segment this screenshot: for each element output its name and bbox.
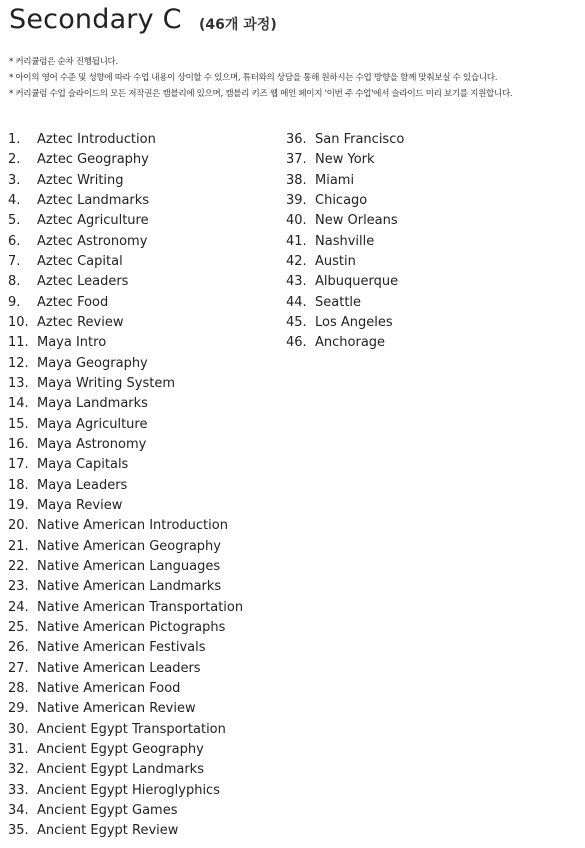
course-number: 9. [8,294,21,310]
course-list-item [8,577,243,597]
course-list-item [286,333,404,353]
course-number: 15. [8,416,29,432]
course-list-item [8,801,243,821]
course-list-item [8,476,243,496]
course-name: Aztec Introduction [37,132,156,147]
course-list-item [8,171,243,191]
course-number: 29. [8,701,29,717]
course-list-item [8,821,243,841]
course-list-item [8,699,243,719]
course-list-item [8,272,243,292]
notes-section [9,54,579,102]
course-name: Ancient Egypt Review [37,823,179,839]
course-number: 27. [8,660,29,676]
course-name: Native American Landmarks [37,579,222,595]
course-number: 31. [8,741,29,757]
course-name: Native American Review [37,701,196,717]
course-name: Seattle [315,294,362,310]
course-list-item [8,760,243,780]
course-number: 37. [286,152,307,168]
course-name: Native American Transportation [37,599,244,615]
note-item: * 커리큘럼은 순차 진행됩니다. [9,57,118,67]
course-list-item [8,232,243,252]
course-number: 39. [286,192,307,208]
course-list-item [8,191,243,211]
course-name: Native American Leaders [37,660,201,676]
course-name: Nashville [315,233,375,249]
course-number: 19. [8,497,29,513]
course-number: 36. [286,132,307,147]
course-list-item [286,130,404,150]
course-number: 2. [8,152,21,168]
course-list-item [8,150,243,170]
course-number: 24. [8,599,29,615]
course-list-item [8,537,243,557]
course-number: 46. [286,335,307,351]
course-list-item [286,272,404,292]
course-name: Ancient Egypt Transportation [37,721,226,737]
course-list-item [8,659,243,679]
course-number: 11. [8,335,29,351]
course-list-item [286,293,404,313]
course-list-item [8,618,243,638]
course-number: 40. [286,213,307,229]
course-name: Maya Capitals [37,457,129,473]
course-number: 17. [8,457,29,473]
course-name: Miami [315,172,355,188]
course-name: Aztec Agriculture [37,213,149,229]
note-item: * 커리큘럼 수업 슬라이드의 모든 저작권은 캠블리에 있으며, 캠블리 키즈 웹 메인 페이지 '이번 주 수업'에서 슬라이드 미리 보기를 지원합니다. [9,89,513,99]
course-list-item [8,496,243,516]
course-list-item [286,191,404,211]
course-name: Maya Review [37,497,123,513]
course-name: Maya Intro [37,335,107,351]
course-name: Maya Agriculture [37,416,148,432]
course-name: Native American Introduction [37,518,228,534]
course-list-item [286,211,404,231]
course-name: Maya Writing System [37,375,176,391]
course-list-item [8,313,243,333]
course-number: 28. [8,680,29,696]
course-name: Albuquerque [315,274,399,290]
course-name: Aztec Landmarks [37,192,150,208]
course-name: Native American Languages [37,558,221,574]
note-item: * 아이의 영어 수준 및 성향에 따라 수업 내용이 상이할 수 있으며, 튜터와의 상담을 통해 원하시는 수업 방향을 함께 맞춰보실 수 있습니다. [9,73,498,83]
course-number: 7. [8,253,21,269]
course-list-item [8,333,243,353]
course-name: Maya Astronomy [37,436,147,452]
course-list-item [8,130,243,150]
course-number: 43. [286,274,307,290]
course-name: Aztec Capital [37,253,123,269]
course-name: Native American Geography [37,538,221,554]
course-name: San Francisco [315,132,405,147]
course-list-item [8,781,243,801]
course-name: Ancient Egypt Geography [37,741,204,757]
course-list-item [8,598,243,618]
course-number: 3. [8,172,21,188]
course-number: 20. [8,518,29,534]
course-number: 41. [286,233,307,249]
course-name: Los Angeles [315,314,393,330]
course-list-item [8,293,243,313]
course-list-item [286,252,404,272]
course-name: Native American Food [37,680,181,696]
course-count: (46개 과정) [199,17,277,33]
course-name: Chicago [315,192,368,208]
course-list-item [8,374,243,394]
course-name: Native American Pictographs [37,619,226,635]
course-list-item [8,455,243,475]
course-list-item [8,211,243,231]
course-list-item [8,740,243,760]
course-list-item [8,557,243,577]
course-name: Anchorage [315,335,386,351]
course-number: 18. [8,477,29,493]
course-number: 32. [8,762,29,778]
course-name: Maya Leaders [37,477,128,493]
course-number: 25. [8,619,29,635]
course-number: 16. [8,436,29,452]
course-number: 42. [286,253,307,269]
course-number: 22. [8,558,29,574]
course-list-item [8,415,243,435]
course-list-item [8,252,243,272]
course-list-item [286,171,404,191]
course-name: Maya Geography [37,355,148,371]
course-list-item [8,720,243,740]
course-list-item [8,516,243,536]
course-list-item [286,313,404,333]
course-name: Aztec Food [37,294,109,310]
course-name: Austin [315,253,356,269]
course-list-item [286,150,404,170]
course-number: 13. [8,375,29,391]
course-number: 30. [8,721,29,737]
course-list-item [286,232,404,252]
course-number: 23. [8,579,29,595]
course-number: 6. [8,233,21,249]
course-name: New Orleans [315,213,398,229]
course-number: 38. [286,172,307,188]
course-number: 35. [8,823,29,839]
course-list-left [8,130,243,841]
course-name: Ancient Egypt Hieroglyphics [37,782,220,798]
course-name: Aztec Astronomy [37,233,148,249]
course-list-item [8,638,243,658]
course-number: 4. [8,192,21,208]
course-number: 8. [8,274,21,290]
course-list-item [8,679,243,699]
course-number: 10. [8,314,29,330]
course-number: 26. [8,640,29,656]
course-number: 1. [8,132,21,147]
course-list-item [8,354,243,374]
course-number: 21. [8,538,29,554]
course-number: 5. [8,213,21,229]
course-number: 14. [8,396,29,412]
course-name: Aztec Leaders [37,274,129,290]
course-list-right [286,130,404,354]
course-name: Aztec Review [37,314,124,330]
course-number: 45. [286,314,307,330]
course-name: Maya Landmarks [37,396,148,412]
course-number: 33. [8,782,29,798]
course-number: 12. [8,355,29,371]
course-name: Ancient Egypt Games [37,802,178,818]
course-number: 34. [8,802,29,818]
course-number: 44. [286,294,307,310]
course-name: New York [315,152,375,168]
page-title: Secondary C [9,4,182,35]
course-list-item [8,435,243,455]
course-list-item [8,394,243,414]
course-name: Native American Festivals [37,640,206,656]
course-name: Aztec Geography [37,152,149,168]
course-name: Ancient Egypt Landmarks [37,762,204,778]
course-name: Aztec Writing [37,172,124,188]
